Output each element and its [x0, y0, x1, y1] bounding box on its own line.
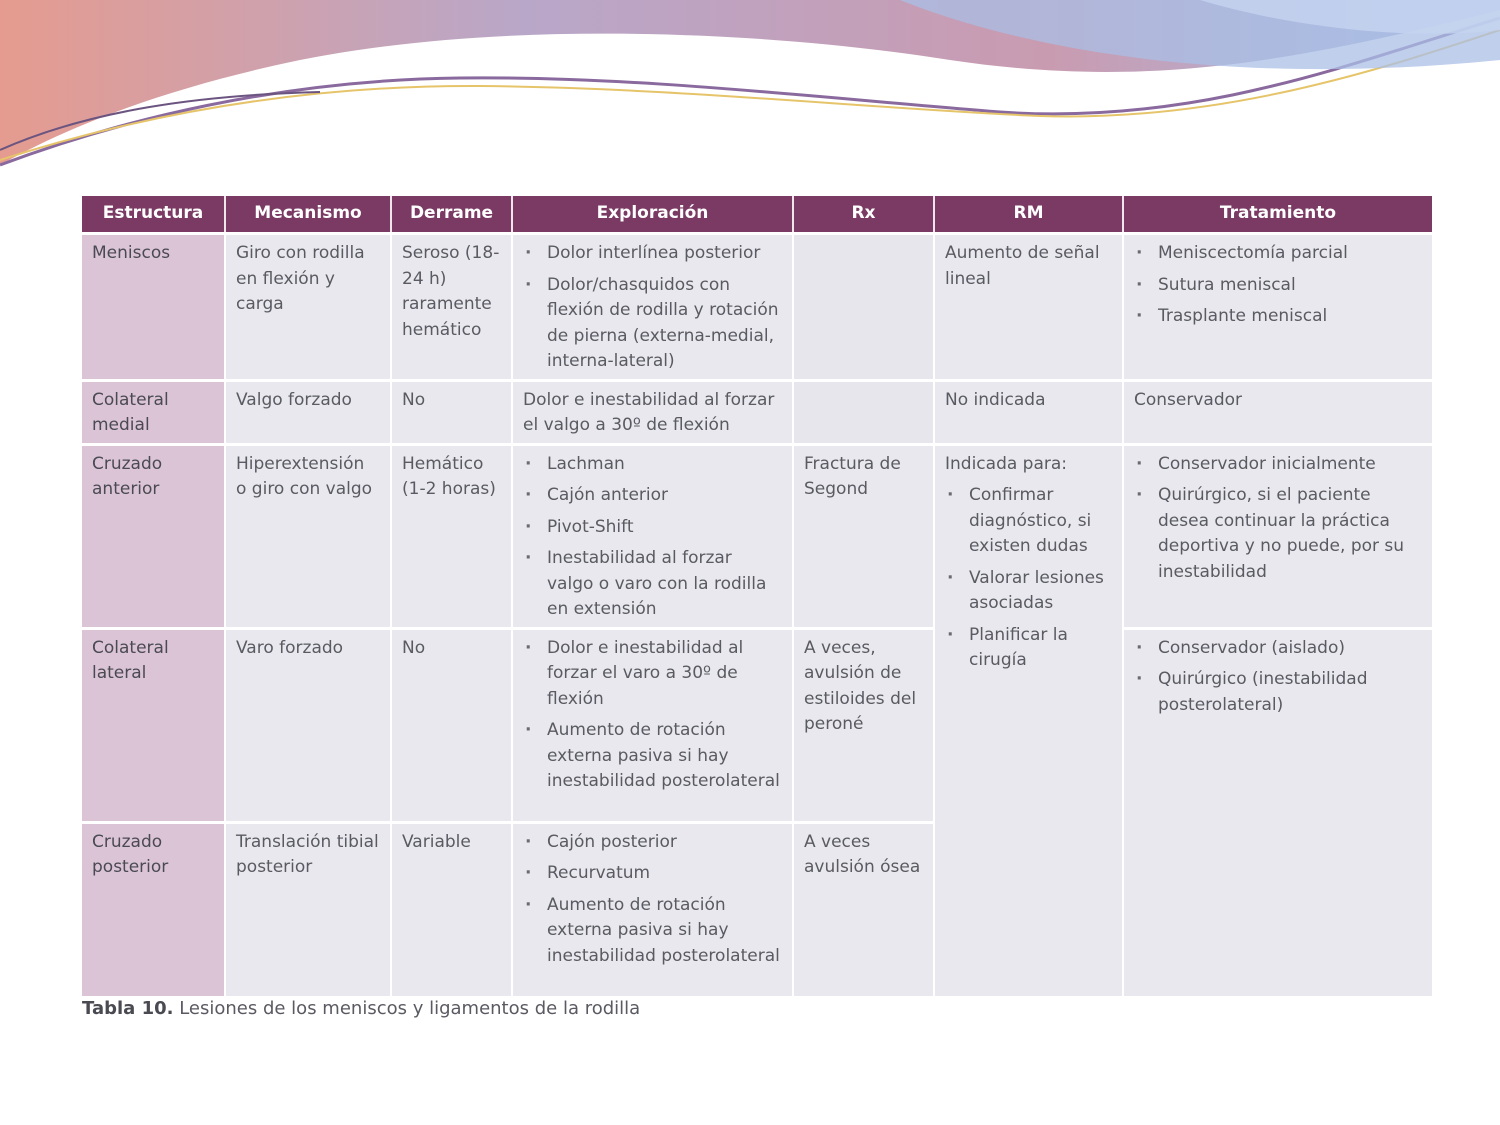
exploration-list — [523, 636, 782, 795]
rm-list — [945, 483, 1112, 674]
row-exploration — [512, 822, 793, 996]
row-mechanism: Translación tibial posterior — [225, 822, 391, 996]
caption-text: Lesiones de los meniscos y ligamentos de la rodilla — [179, 998, 641, 1019]
decorative-wave-banner — [0, 0, 1500, 180]
row-rm: No indicada — [934, 380, 1123, 444]
list-item: · Sutura meniscal — [1134, 273, 1422, 299]
treatment-list — [1134, 241, 1422, 330]
rm-intro: Indicada para: — [945, 453, 1068, 474]
header-estructura: Estructura — [82, 196, 225, 234]
row-structure: Colateral lateral — [82, 628, 225, 822]
list-item: · Dolor/chasquidos con flexión de rodilla y rotación de pierna (externa-medial, interna-lateral) — [523, 273, 782, 375]
list-item: · Aumento de rotación externa pasiva si hay inestabilidad posterolateral — [523, 893, 782, 970]
table-header-row — [82, 196, 1432, 234]
list-item: · Planificar la cirugía — [945, 623, 1112, 674]
row-structure: Cruzado anterior — [82, 444, 225, 628]
table-row — [82, 380, 1432, 444]
row-effusion: No — [391, 380, 512, 444]
lesiones-table — [82, 196, 1432, 996]
list-item: · Recurvatum — [523, 861, 782, 887]
list-item: · Quirúrgico, si el paciente desea continuar la práctica deportiva y no puede, por su inestabilidad — [1134, 483, 1422, 585]
row-mechanism: Giro con rodilla en flexión y carga — [225, 234, 391, 381]
row-effusion: Variable — [391, 822, 512, 996]
header-exploracion: Exploración — [512, 196, 793, 234]
rm-shared-cell — [934, 444, 1123, 996]
list-item: · Confirmar diagnóstico, si existen dudas — [945, 483, 1112, 560]
caption-label: Tabla 10. — [82, 998, 174, 1019]
row-exploration: Dolor e inestabilidad al forzar el valgo a 30º de flexión — [512, 380, 793, 444]
row-rx — [793, 380, 934, 444]
row-rx: Fractura de Segond — [793, 444, 934, 628]
row-rm: Aumento de señal lineal — [934, 234, 1123, 381]
list-item: · Trasplante meniscal — [1134, 304, 1422, 330]
list-item: · Pivot-Shift — [523, 515, 782, 541]
row-exploration — [512, 234, 793, 381]
row-treatment: Conservador — [1123, 380, 1432, 444]
knee-injuries-table — [82, 196, 1432, 996]
row-treatment — [1123, 628, 1432, 996]
list-item: · Quirúrgico (inestabilidad posterolateral) — [1134, 667, 1422, 718]
table-row — [82, 628, 1432, 822]
exploration-list — [523, 830, 782, 970]
table-row — [82, 444, 1432, 628]
row-structure: Cruzado posterior — [82, 822, 225, 996]
table-caption — [82, 998, 640, 1019]
list-item: · Cajón posterior — [523, 830, 782, 856]
list-item: · Lachman — [523, 452, 782, 478]
row-mechanism: Valgo forzado — [225, 380, 391, 444]
list-item: · Conservador inicialmente — [1134, 452, 1422, 478]
list-item: · Inestabilidad al forzar valgo o varo con la rodilla en extensión — [523, 546, 782, 623]
row-effusion: Hemático (1-2 horas) — [391, 444, 512, 628]
row-treatment — [1123, 234, 1432, 381]
treatment-list — [1134, 636, 1422, 719]
row-mechanism: Varo forzado — [225, 628, 391, 822]
list-item: · Conservador (aislado) — [1134, 636, 1422, 662]
row-exploration — [512, 628, 793, 822]
list-item: · Cajón anterior — [523, 483, 782, 509]
header-derrame: Derrame — [391, 196, 512, 234]
list-item: · Valorar lesiones asociadas — [945, 566, 1112, 617]
header-mecanismo: Mecanismo — [225, 196, 391, 234]
row-structure: Meniscos — [82, 234, 225, 381]
row-effusion: Seroso (18-24 h) raramente hemático — [391, 234, 512, 381]
exploration-list — [523, 452, 782, 623]
row-effusion: No — [391, 628, 512, 822]
header-tratamiento: Tratamiento — [1123, 196, 1432, 234]
treatment-list — [1134, 452, 1422, 586]
list-item: · Aumento de rotación externa pasiva si hay inestabilidad posterolateral — [523, 718, 782, 795]
row-structure: Colateral medial — [82, 380, 225, 444]
header-rm: RM — [934, 196, 1123, 234]
row-rx: A veces avulsión ósea — [793, 822, 934, 996]
row-mechanism: Hiperextensión o giro con valgo — [225, 444, 391, 628]
list-item: · Meniscectomía parcial — [1134, 241, 1422, 267]
header-rx: Rx — [793, 196, 934, 234]
row-rx — [793, 234, 934, 381]
list-item: · Dolor interlínea posterior — [523, 241, 782, 267]
row-treatment — [1123, 444, 1432, 628]
exploration-list — [523, 241, 782, 375]
row-rx: A veces, avulsión de estiloides del peroné — [793, 628, 934, 822]
list-item: · Dolor e inestabilidad al forzar el varo a 30º de flexión — [523, 636, 782, 713]
row-exploration — [512, 444, 793, 628]
table-row — [82, 234, 1432, 381]
